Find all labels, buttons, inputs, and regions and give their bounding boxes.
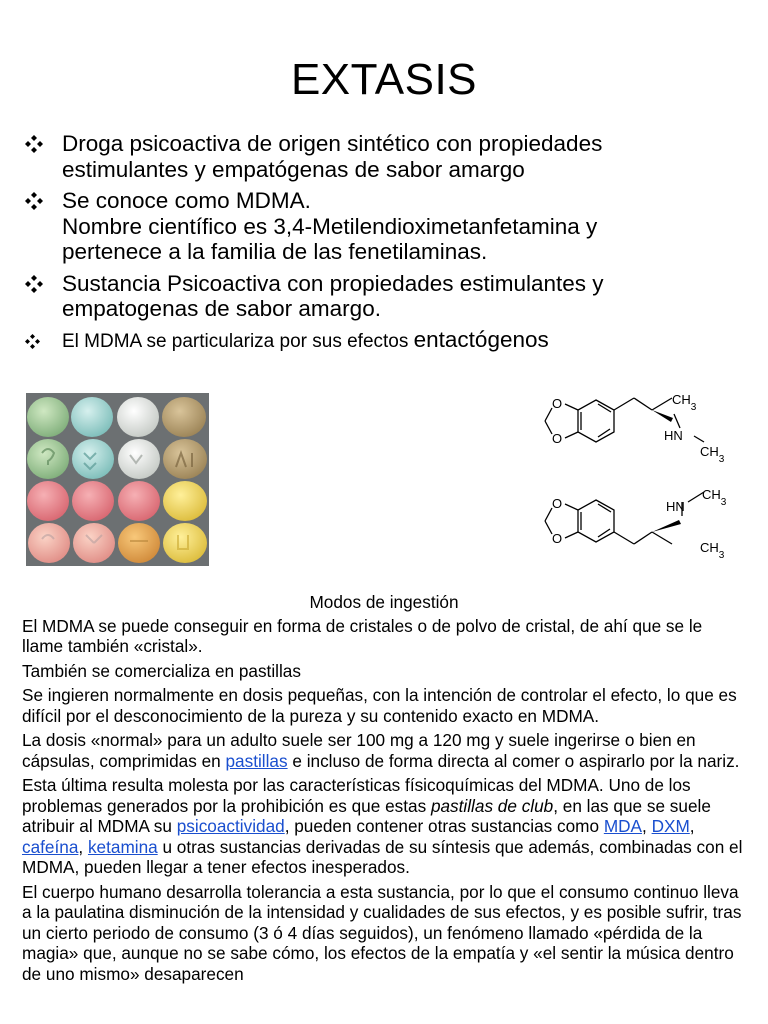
bullet-text: El MDMA se particulariza por sus efectos: [62, 330, 414, 352]
paragraph: [22, 775, 746, 878]
hn-label: HN: [666, 499, 685, 514]
diamond-bullet-icon: [24, 275, 44, 293]
bullet-item: [22, 131, 742, 182]
text-span: ,: [78, 836, 88, 857]
diamond-bullet-icon: [24, 192, 44, 210]
italic-text: pastillas de club: [430, 795, 554, 816]
diamond-bullet-icon: [24, 334, 41, 349]
ch3-label: $CH_3$: [700, 444, 725, 465]
oxygen-label: O: [552, 396, 563, 411]
pills-photo: [26, 393, 209, 566]
link-dxm[interactable]: DXM: [651, 816, 690, 836]
mdma-structure-diagram: [538, 380, 738, 560]
oxygen-label: O: [552, 496, 563, 511]
hn-label: HN: [664, 428, 683, 443]
body-text: [22, 592, 746, 988]
text-span: ,: [642, 816, 652, 836]
bullet-line: empatogenas de sabor amargo.: [62, 296, 381, 321]
page-title: EXTASIS: [290, 55, 478, 104]
text-span: e incluso de forma directa al comer o aspirarlo por la nariz.: [287, 750, 740, 771]
link-mda[interactable]: MDA: [603, 816, 643, 836]
text-span: u otras sustancias derivadas de su síntesis que además, combinadas con el MDMA, pueden llegar a tener efectos inesperados.: [22, 836, 743, 877]
link-psicoactividad[interactable]: psicoactividad: [176, 816, 285, 836]
paragraph: El cuerpo humano desarrolla tolerancia a esta sustancia, por lo que el consumo continuo lleva a la paulatina disminución de la intensidad y cualidades de sus efectos, y es posible sufrir, tras un cierto periodo de consumo (3 ó 4 días seguidos), un fenómeno llamado «pérdida de la magia» que, aunque no se sabe cómo, los efectos de la empatía y «el sentir la música dentro de uno mismo» desaparecen: [22, 881, 742, 984]
bullet-list: [22, 131, 742, 360]
text-span: La dosis «normal» para un adulto suele ser 100 mg a 120 mg y suele ingerirse o bien en cápsulas, comprimidas en: [22, 730, 696, 771]
text-span: , pueden contener otras sustancias como: [284, 816, 604, 836]
link-cafeina[interactable]: cafeína: [22, 836, 79, 857]
paragraph: El MDMA se puede conseguir en forma de cristales o de polvo de cristal, de ahí que se le llame también «cristal».: [22, 615, 703, 656]
ch3-label: $CH_3$: [702, 487, 727, 508]
link-pastillas[interactable]: pastillas: [225, 750, 288, 771]
text-span: ,: [689, 816, 695, 836]
text-span: , en las que se suele atribuir al MDMA su: [22, 795, 711, 836]
bullet-line: Nombre científico es 3,4-Metilendioximetanfetamina y: [62, 213, 598, 239]
bullet-line: pertenece a la familia de las fenetilaminas.: [62, 239, 488, 264]
oxygen-label: O: [552, 531, 563, 546]
bullet-item: [22, 271, 742, 322]
link-ketamina[interactable]: ketamina: [87, 836, 158, 857]
bullet-line: Droga psicoactiva de origen sintético con propiedades: [62, 131, 603, 156]
bullet-text-emphasis: entactógenos: [413, 326, 549, 352]
ch3-label: $CH_3$: [672, 392, 697, 413]
oxygen-label: O: [552, 431, 563, 446]
text-span: Esta última resulta molesta por las características físicoquímicas del MDMA. Uno de los problemas generados por la prohibición es que estas: [22, 775, 691, 816]
ch3-label: $CH_3$: [700, 540, 725, 560]
bullet-item: [22, 328, 742, 354]
paragraph: Se ingieren normalmente en dosis pequeñas, con la intención de controlar el efecto, lo que es difícil por el desconocimiento de la pureza y su contenido exacto en MDMA.: [22, 685, 737, 726]
diamond-bullet-icon: [24, 135, 44, 153]
section-heading: Modos de ingestión: [309, 592, 459, 612]
bullet-item: [22, 188, 742, 265]
bullet-line: Se conoce como MDMA.: [62, 188, 311, 213]
bullet-line: Sustancia Psicoactiva con propiedades estimulantes y: [62, 270, 604, 296]
paragraph: También se comercializa en pastillas: [22, 660, 301, 681]
bullet-line: estimulantes y empatógenas de sabor amargo: [62, 156, 525, 182]
paragraph: [22, 730, 746, 771]
